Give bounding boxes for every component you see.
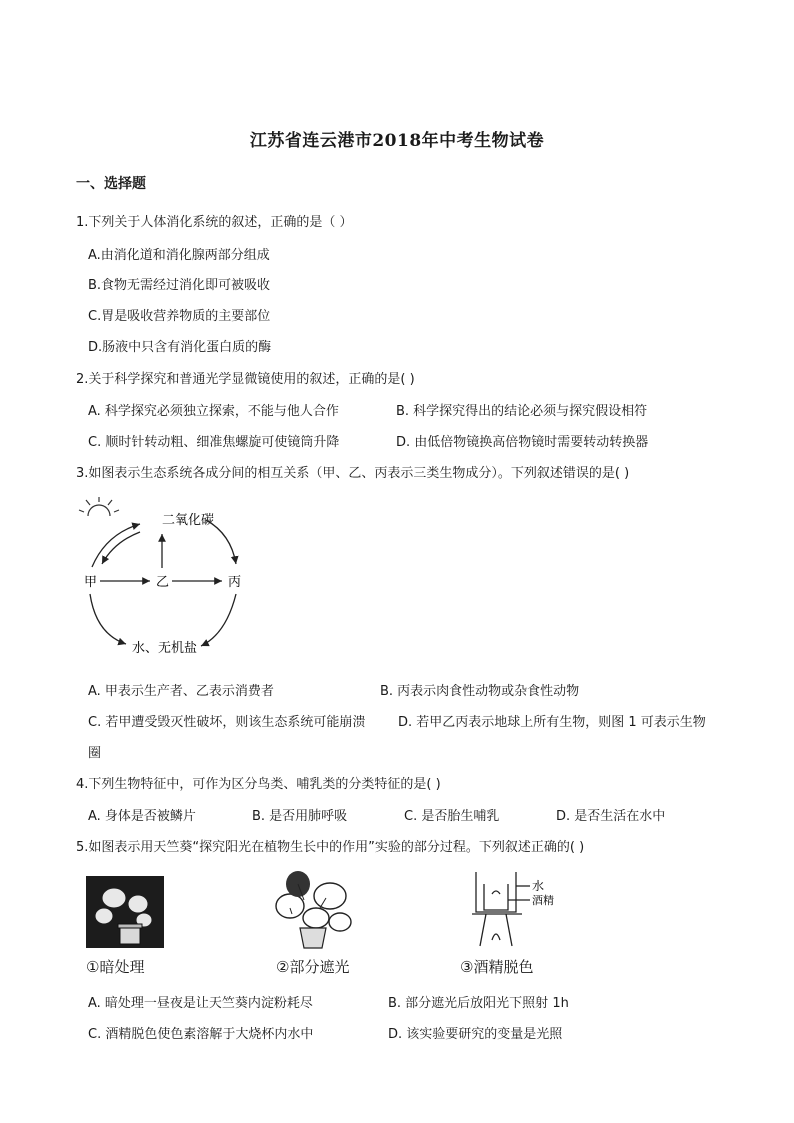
question-4-option-a[interactable]: A. 身体是否被鳞片 xyxy=(88,809,196,824)
figure-label-dark: ①暗处理 xyxy=(86,958,145,976)
question-1-option-c[interactable]: C.胃是吸收营养物质的主要部位 xyxy=(88,309,271,324)
figure-label-shading: ②部分遮光 xyxy=(276,958,350,976)
question-5-option-c[interactable]: C. 酒精脱色使色素溶解于大烧杯内水中 xyxy=(88,1027,314,1042)
alcohol-decolorization-figure xyxy=(466,866,586,956)
question-3-option-d[interactable]: D. 若甲乙丙表示地球上所有生物，则图 1 可表示生物 xyxy=(398,715,706,730)
ecosystem-diagram xyxy=(76,494,266,664)
question-3-option-c[interactable]: C. 若甲遭受毁灭性破坏，则该生态系统可能崩溃 xyxy=(88,715,366,730)
question-3-option-b[interactable]: B. 丙表示肉食性动物或杂食性动物 xyxy=(380,684,580,699)
diagram-co2-label: 二氧化碳 xyxy=(162,513,215,528)
question-1-option-d[interactable]: D.肠液中只含有消化蛋白质的酶 xyxy=(88,340,272,355)
question-4-option-d[interactable]: D. 是否生活在水中 xyxy=(556,809,666,824)
question-2-option-a[interactable]: A. 科学探究必须独立探索，不能与他人合作 xyxy=(88,404,339,419)
alcohol-label: 酒精 xyxy=(532,894,554,907)
question-1-stem: 1.下列关于人体消化系统的叙述，正确的是（ ） xyxy=(76,215,353,230)
question-3-option-d-continued: 圈 xyxy=(88,746,102,761)
page-title: 江苏省连云港市2018年中考生物试卷 xyxy=(249,131,545,151)
question-3-option-a[interactable]: A. 甲表示生产者、乙表示消费者 xyxy=(88,684,274,699)
diagram-node-yi: 乙 xyxy=(156,575,170,590)
question-2-option-b[interactable]: B. 科学探究得出的结论必须与探究假设相符 xyxy=(396,404,648,419)
question-4-stem: 4.下列生物特征中，可作为区分鸟类、哺乳类的分类特征的是( ) xyxy=(76,777,441,792)
question-4-option-b[interactable]: B. 是否用肺呼吸 xyxy=(252,809,348,824)
dark-treatment-figure xyxy=(86,876,166,950)
section-heading: 一、选择题 xyxy=(76,176,146,192)
question-2-stem: 2.关于科学探究和普通光学显微镜使用的叙述，正确的是( ) xyxy=(76,372,415,387)
question-5-option-b[interactable]: B. 部分遮光后放阳光下照射 1h xyxy=(388,996,569,1011)
figure-label-alcohol: ③酒精脱色 xyxy=(460,958,534,976)
diagram-node-bing: 丙 xyxy=(228,575,242,590)
question-4-option-c[interactable]: C. 是否胎生哺乳 xyxy=(404,809,500,824)
diagram-minerals-label: 水、无机盐 xyxy=(132,641,198,656)
diagram-node-jia: 甲 xyxy=(84,575,98,590)
question-5-option-d[interactable]: D. 该实验要研究的变量是光照 xyxy=(388,1027,563,1042)
question-1-option-a[interactable]: A.由消化道和消化腺两部分组成 xyxy=(88,248,270,263)
sun-icon xyxy=(79,497,119,516)
water-label: 水 xyxy=(532,879,545,893)
question-5-stem: 5.如图表示用天竺葵“探究阳光在植物生长中的作用”实验的部分过程。下列叙述正确的( ) xyxy=(76,840,585,855)
question-1-option-b[interactable]: B.食物无需经过消化即可被吸收 xyxy=(88,278,271,293)
question-3-stem: 3.如图表示生态系统各成分间的相互关系（甲、乙、丙表示三类生物成分）。下列叙述错误的是( ) xyxy=(76,466,630,481)
question-2-option-c[interactable]: C. 顺时针转动粗、细准焦螺旋可使镜筒升降 xyxy=(88,435,340,450)
question-2-option-d[interactable]: D. 由低倍物镜换高倍物镜时需要转动转换器 xyxy=(396,435,649,450)
partial-shading-figure xyxy=(268,868,358,952)
question-5-option-a[interactable]: A. 暗处理一昼夜是让天竺葵内淀粉耗尽 xyxy=(88,996,313,1011)
